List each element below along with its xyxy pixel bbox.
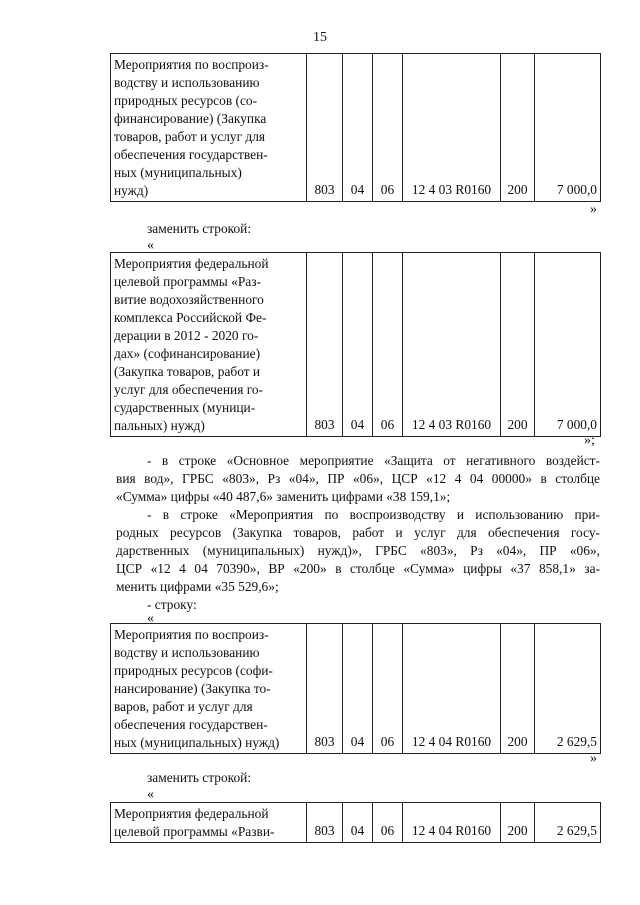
csr-cell: 12 4 04 R0160 [403, 803, 501, 843]
pr-cell: 06 [373, 624, 403, 754]
grbs-cell: 803 [307, 253, 343, 437]
paragraph-line: вия вод», ГРБС «803», Рз «04», ПР «06», ЦСР «12 4 04 00000» в столбце [116, 471, 600, 486]
budget-table-3 [110, 623, 601, 754]
csr-cell: 12 4 04 R0160 [403, 624, 501, 754]
row-label: - строку: [147, 597, 197, 612]
budget-table-2 [110, 252, 601, 437]
paragraph-line: ЦСР «12 4 04 70390», ВР «200» в столбце «Сумма» цифры «37 858,1» за- [116, 561, 600, 576]
replace-text: заменить строкой: [147, 770, 252, 785]
table-row [111, 803, 601, 843]
csr-cell: 12 4 03 R0160 [403, 54, 501, 202]
vr-cell: 200 [501, 803, 535, 843]
table-row [111, 54, 601, 202]
paragraph-line: дарственных (муниципальных) нужд)», ГРБС «803», Рз «04», ПР «06», [116, 543, 600, 558]
rz-cell: 04 [343, 624, 373, 754]
sum-cell: 2 629,5 [535, 624, 601, 754]
closing-quote: » [590, 751, 597, 766]
closing-quote: »; [584, 433, 595, 448]
vr-cell: 200 [501, 624, 535, 754]
sum-cell: 2 629,5 [535, 803, 601, 843]
rz-cell: 04 [343, 803, 373, 843]
grbs-cell: 803 [307, 803, 343, 843]
row-description: Мероприятия по воспроиз- водству и использованию природных ресурсов (софи- нансирование) (Закупка то- варов, работ и услуг для обеспечения государствен- ных (муниципальных) нужд) [111, 624, 307, 754]
opening-quote: « [147, 238, 154, 253]
closing-quote: » [590, 202, 597, 217]
paragraph-line: менить цифрами «35 529,6»; [116, 579, 279, 594]
csr-cell: 12 4 03 R0160 [403, 253, 501, 437]
pr-cell: 06 [373, 54, 403, 202]
budget-table-1 [110, 53, 601, 202]
rz-cell: 04 [343, 54, 373, 202]
sum-cell: 7 000,0 [535, 54, 601, 202]
pr-cell: 06 [373, 803, 403, 843]
paragraph-line: родных ресурсов (Закупка товаров, работ и услуг для обеспечения госу- [116, 525, 600, 540]
grbs-cell: 803 [307, 624, 343, 754]
row-description: Мероприятия по воспроиз- водству и использованию природных ресурсов (со- финансирование) (Закупка товаров, работ и услуг для обеспечения государствен- ных (муниципальных) нужд) [111, 54, 307, 202]
vr-cell: 200 [501, 54, 535, 202]
rz-cell: 04 [343, 253, 373, 437]
table-row [111, 253, 601, 437]
pr-cell: 06 [373, 253, 403, 437]
paragraph-line: - в строке «Мероприятия по воспроизводству и использованию при- [147, 507, 600, 522]
row-description: Мероприятия федеральной целевой программы «Раз- витие водохозяйственного комплекса Российской Фе- дерации в 2012 - 2020 го- дах» (софинансирование) (Закупка товаров, работ и услуг для обеспечения го- сударственных (муници- пальных) нужд) [111, 253, 307, 437]
opening-quote: « [147, 787, 154, 802]
row-description: Мероприятия федеральной целевой программы «Разви- [111, 803, 307, 843]
opening-quote: « [147, 611, 154, 626]
table-row [111, 624, 601, 754]
paragraph-line: - в строке «Основное мероприятие «Защита от негативного воздейст- [147, 453, 600, 468]
vr-cell: 200 [501, 253, 535, 437]
sum-cell: 7 000,0 [535, 253, 601, 437]
replace-text: заменить строкой: [147, 221, 252, 236]
grbs-cell: 803 [307, 54, 343, 202]
page-number: 15 [313, 30, 327, 45]
budget-table-4 [110, 802, 601, 843]
paragraph-line: «Сумма» цифры «40 487,6» заменить цифрами «38 159,1»; [116, 489, 451, 504]
